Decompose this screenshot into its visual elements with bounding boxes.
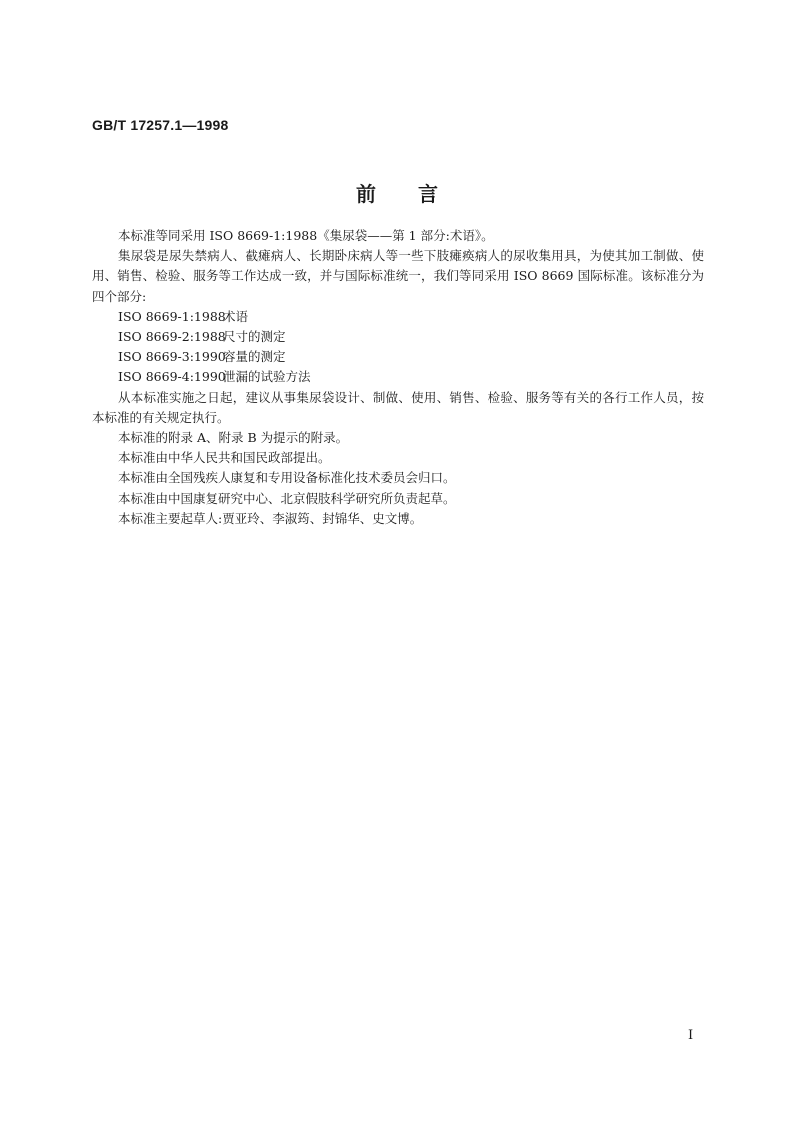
part-code: ISO 8669-2:1988 bbox=[118, 329, 226, 345]
preface-body bbox=[92, 226, 704, 529]
part-code: ISO 8669-1:1988 bbox=[118, 308, 226, 324]
paragraph-implementation: 从本标准实施之日起，建议从事集尿袋设计、制做、使用、销售、检验、服务等有关的各行工作人员，按本标准的有关规定执行。 bbox=[92, 389, 704, 425]
paragraph-appendix: 本标准的附录 A、附录 B 为提示的附录。 bbox=[118, 430, 349, 446]
list-item bbox=[92, 367, 704, 387]
page-number: I bbox=[688, 1028, 694, 1043]
part-code: ISO 8669-4:1990 bbox=[118, 369, 226, 385]
list-item bbox=[92, 307, 704, 327]
paragraph-drafting-units: 本标准由中国康复研究中心、北京假肢科学研究所负责起草。 bbox=[118, 490, 456, 506]
list-item bbox=[92, 347, 704, 367]
standard-number: GB/T 17257.1—1998 bbox=[92, 117, 229, 133]
paragraph-proposer: 本标准由中华人民共和国民政部提出。 bbox=[118, 450, 331, 466]
page-title: 前言 bbox=[356, 182, 480, 206]
part-name: 尺寸的测定 bbox=[223, 329, 286, 345]
part-code: ISO 8669-3:1990 bbox=[118, 349, 226, 365]
parts-list bbox=[92, 307, 704, 388]
list-item bbox=[92, 327, 704, 347]
part-name: 容量的测定 bbox=[223, 349, 286, 365]
paragraph-purpose: 集尿袋是尿失禁病人、截瘫病人、长期卧床病人等一些下肢瘫痪病人的尿收集用具，为使其加工制做、使用、销售、检验、服务等工作达成一致，并与国际标准统一，我们等同采用 ISO 8669 国际标准。该标准分为四个部分: bbox=[92, 248, 704, 304]
paragraph-committee: 本标准由全国残疾人康复和专用设备标准化技术委员会归口。 bbox=[118, 470, 456, 486]
part-name: 术语 bbox=[223, 308, 249, 324]
paragraph-adoption: 本标准等同采用 ISO 8669-1:1988《集尿袋——第 1 部分:术语》。 bbox=[118, 228, 494, 243]
paragraph-drafters: 本标准主要起草人:贾亚玲、李淑筠、封锦华、史文博。 bbox=[118, 510, 423, 526]
part-name: 泄漏的试验方法 bbox=[223, 369, 311, 385]
